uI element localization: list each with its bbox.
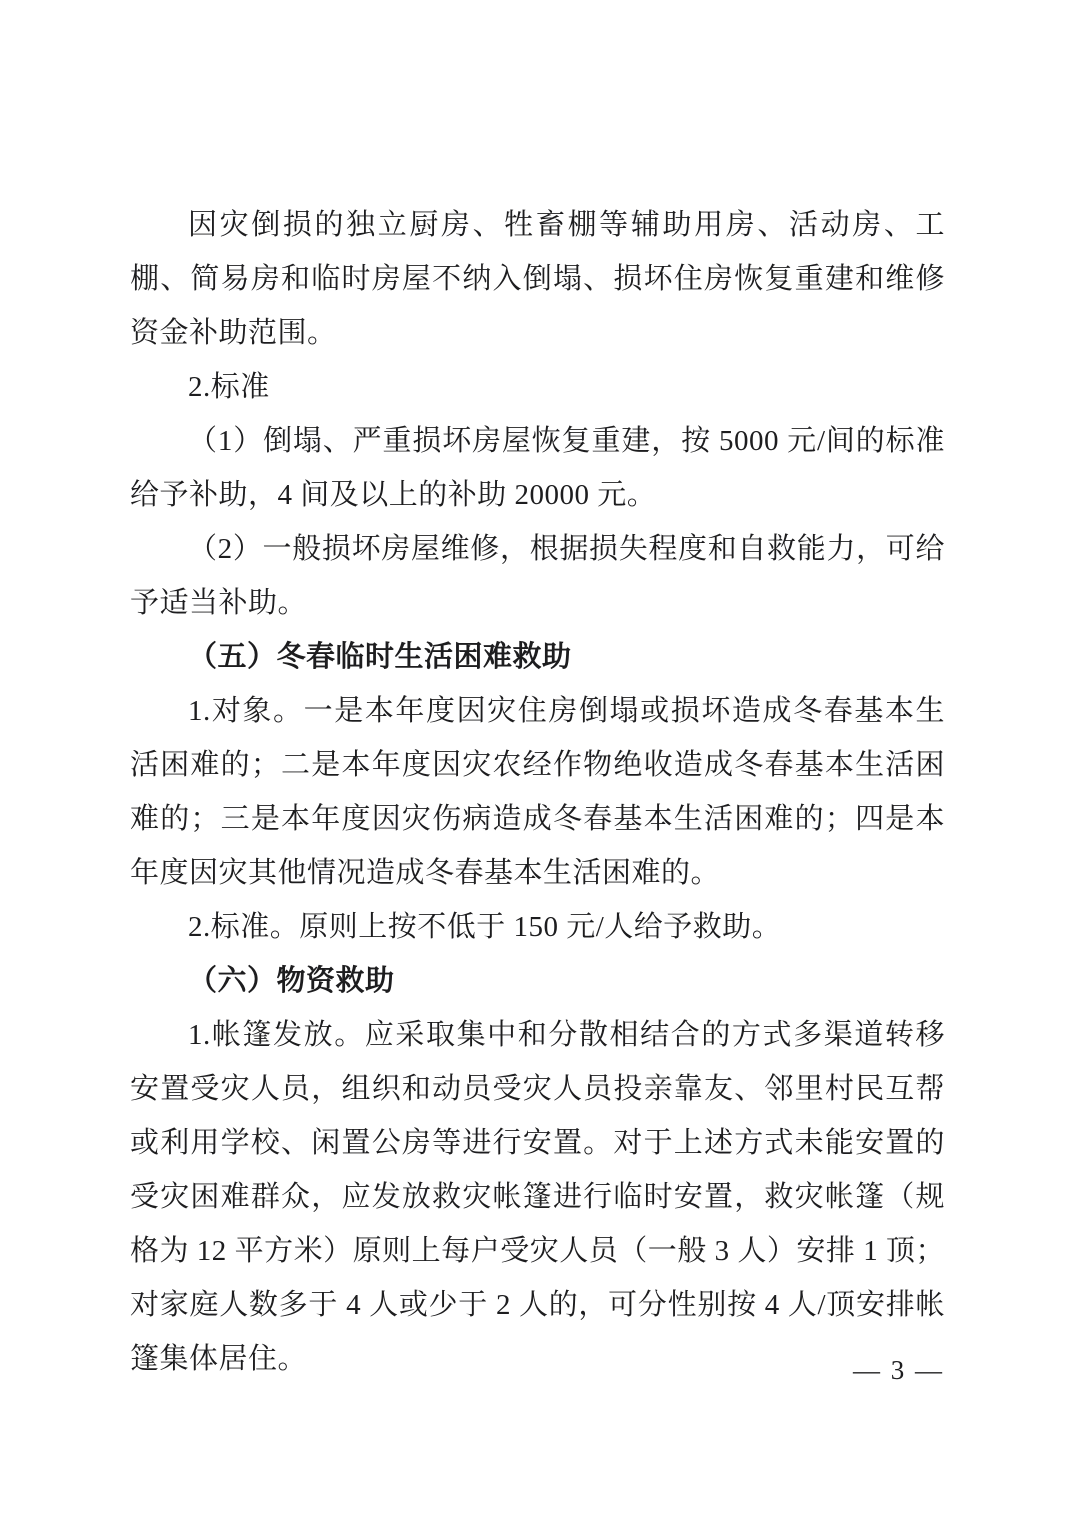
body-paragraph: 2.标准。原则上按不低于 150 元/人给予救助。 xyxy=(188,911,782,943)
body-paragraph: 1.对象。一是本年度因灾住房倒塌或损坏造成冬春基本生活困难的；二是本年度因灾农经作物绝收造成冬春基本生活困难的；三是本年度因灾伤病造成冬春基本生活困难的；四是本年度因灾其他情况造成冬春基本生活困难的。 xyxy=(130,695,945,889)
body-paragraph: （1）倒塌、严重损坏房屋恢复重建，按 5000 元/间的标准给予补助，4 间及以上的补助 20000 元。 xyxy=(130,425,945,511)
body-paragraph: 因灾倒损的独立厨房、牲畜棚等辅助用房、活动房、工棚、简易房和临时房屋不纳入倒塌、损坏住房恢复重建和维修资金补助范围。 xyxy=(130,209,945,349)
section-heading: （五）冬春临时生活困难救助 xyxy=(188,641,572,673)
body-paragraph: 2.标准 xyxy=(188,371,270,403)
document-body xyxy=(130,198,945,1386)
page-number: — 3 — xyxy=(853,1355,944,1385)
body-paragraph: 1.帐篷发放。应采取集中和分散相结合的方式多渠道转移安置受灾人员，组织和动员受灾人员投亲靠友、邻里村民互帮或利用学校、闲置公房等进行安置。对于上述方式未能安置的受灾困难群众，应发放救灾帐篷进行临时安置，救灾帐篷（规格为 12 平方米）原则上每户受灾人员（一般 3 人）安排 1 顶；对家庭人数多于 4 人或少于 2 人的，可分性别按 4 人/顶安排帐篷集体居住。 xyxy=(130,1019,945,1375)
section-heading: （六）物资救助 xyxy=(188,965,395,997)
body-paragraph: （2）一般损坏房屋维修，根据损失程度和自救能力，可给予适当补助。 xyxy=(130,533,945,619)
